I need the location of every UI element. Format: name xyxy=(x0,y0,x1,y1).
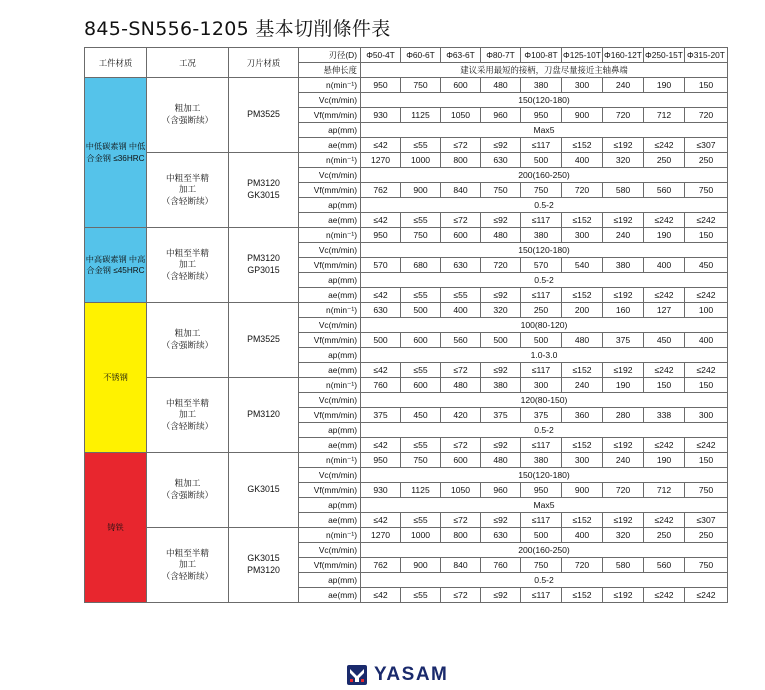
value-cell: ≤192 xyxy=(603,138,644,153)
value-cell: ≤92 xyxy=(481,213,521,228)
value-cell-span: 200(160-250) xyxy=(361,543,728,558)
material-cell: 中低碳素钢 中低合金钢 ≤36HRC xyxy=(85,78,147,228)
value-cell: ≤42 xyxy=(361,513,401,528)
header-diameter: Φ100-8T xyxy=(521,48,562,63)
value-cell: 720 xyxy=(562,183,603,198)
param-label: Vf(mm/min) xyxy=(299,333,361,348)
value-cell: 750 xyxy=(481,183,521,198)
header-diameter: Φ250-15T xyxy=(644,48,685,63)
value-cell: ≤55 xyxy=(401,213,441,228)
value-cell: 750 xyxy=(685,483,728,498)
value-cell: 760 xyxy=(481,558,521,573)
value-cell: 420 xyxy=(441,408,481,423)
param-label: Vc(m/min) xyxy=(299,543,361,558)
value-cell: 720 xyxy=(481,258,521,273)
brand-logo xyxy=(346,664,448,686)
value-cell: 630 xyxy=(441,258,481,273)
value-cell: 280 xyxy=(603,408,644,423)
value-cell: 1125 xyxy=(401,108,441,123)
value-cell: 800 xyxy=(441,153,481,168)
insert-grade-cell: PM3120 GK3015 xyxy=(229,153,299,228)
value-cell: 960 xyxy=(481,108,521,123)
param-label: Vc(m/min) xyxy=(299,93,361,108)
value-cell: 750 xyxy=(401,228,441,243)
value-cell: ≤92 xyxy=(481,438,521,453)
material-cell: 中高碳素钢 中高合金钢 ≤45HRC xyxy=(85,228,147,303)
value-cell: ≤42 xyxy=(361,288,401,303)
value-cell: 900 xyxy=(562,483,603,498)
value-cell: 750 xyxy=(521,183,562,198)
value-cell: 750 xyxy=(401,78,441,93)
value-cell-span: 150(120-180) xyxy=(361,468,728,483)
value-cell: ≤192 xyxy=(603,363,644,378)
condition-cell: 粗加工 （含强断续） xyxy=(147,303,229,378)
value-cell: 360 xyxy=(562,408,603,423)
value-cell: 375 xyxy=(361,408,401,423)
yasam-logo-icon xyxy=(346,664,368,686)
value-cell: 600 xyxy=(441,78,481,93)
value-cell: 1125 xyxy=(401,483,441,498)
value-cell: 930 xyxy=(361,108,401,123)
value-cell: ≤55 xyxy=(401,588,441,603)
value-cell-span: Max5 xyxy=(361,123,728,138)
value-cell: 1050 xyxy=(441,108,481,123)
value-cell: ≤242 xyxy=(685,213,728,228)
value-cell: 250 xyxy=(685,528,728,543)
table-body xyxy=(85,78,728,603)
value-cell: ≤192 xyxy=(603,438,644,453)
value-cell: 750 xyxy=(685,558,728,573)
value-cell: 400 xyxy=(644,258,685,273)
header-material: 工件材质 xyxy=(85,48,147,78)
value-cell: ≤72 xyxy=(441,363,481,378)
value-cell: 630 xyxy=(361,303,401,318)
value-cell: ≤42 xyxy=(361,213,401,228)
value-cell: 450 xyxy=(685,258,728,273)
value-cell: 150 xyxy=(685,228,728,243)
param-label: ae(mm) xyxy=(299,513,361,528)
value-cell: ≤242 xyxy=(644,363,685,378)
value-cell: 1000 xyxy=(401,153,441,168)
param-label: ap(mm) xyxy=(299,273,361,288)
param-label: ae(mm) xyxy=(299,438,361,453)
value-cell-span: 0.5-2 xyxy=(361,198,728,213)
value-cell: 900 xyxy=(401,558,441,573)
value-cell: 950 xyxy=(521,108,562,123)
param-label: n(min⁻¹) xyxy=(299,378,361,393)
value-cell: ≤42 xyxy=(361,138,401,153)
value-cell: ≤117 xyxy=(521,438,562,453)
value-cell: 600 xyxy=(401,378,441,393)
param-label: n(min⁻¹) xyxy=(299,78,361,93)
value-cell: 750 xyxy=(401,453,441,468)
value-cell: 190 xyxy=(644,453,685,468)
cutting-conditions-table xyxy=(84,47,728,603)
value-cell: ≤152 xyxy=(562,288,603,303)
condition-cell: 中粗至半精 加工 （含轻断续） xyxy=(147,153,229,228)
value-cell: 500 xyxy=(521,528,562,543)
value-cell: 480 xyxy=(481,453,521,468)
value-cell: 1000 xyxy=(401,528,441,543)
value-cell: 480 xyxy=(562,333,603,348)
value-cell: 930 xyxy=(361,483,401,498)
value-cell-span: 1.0-3.0 xyxy=(361,348,728,363)
value-cell: 320 xyxy=(481,303,521,318)
value-cell: 1050 xyxy=(441,483,481,498)
value-cell: ≤55 xyxy=(401,363,441,378)
value-cell: 480 xyxy=(481,78,521,93)
value-cell: 300 xyxy=(562,453,603,468)
param-label: Vc(m/min) xyxy=(299,168,361,183)
value-cell: ≤92 xyxy=(481,363,521,378)
logo-text: YASAM xyxy=(374,664,449,685)
value-cell: 240 xyxy=(603,453,644,468)
value-cell: 150 xyxy=(685,378,728,393)
header-diameter: Φ125-10T xyxy=(562,48,603,63)
param-label: ap(mm) xyxy=(299,123,361,138)
header-row-diameter xyxy=(85,48,728,63)
value-cell: 600 xyxy=(401,333,441,348)
value-cell: 450 xyxy=(644,333,685,348)
value-cell: ≤242 xyxy=(644,588,685,603)
param-label: Vf(mm/min) xyxy=(299,408,361,423)
value-cell: ≤55 xyxy=(401,138,441,153)
condition-cell: 粗加工 （含强断续） xyxy=(147,78,229,153)
param-label: Vc(m/min) xyxy=(299,393,361,408)
value-cell: 720 xyxy=(603,108,644,123)
value-cell: 400 xyxy=(441,303,481,318)
value-cell: ≤92 xyxy=(481,138,521,153)
value-cell: 480 xyxy=(441,378,481,393)
value-cell: 800 xyxy=(441,528,481,543)
insert-grade-cell: GK3015 PM3120 xyxy=(229,528,299,603)
value-cell: ≤192 xyxy=(603,288,644,303)
value-cell: 320 xyxy=(603,528,644,543)
header-diameter: Φ50-4T xyxy=(361,48,401,63)
value-cell: 240 xyxy=(562,378,603,393)
param-row-n xyxy=(85,78,728,93)
value-cell: 400 xyxy=(562,528,603,543)
value-cell: ≤72 xyxy=(441,138,481,153)
param-label: ap(mm) xyxy=(299,348,361,363)
value-cell: 320 xyxy=(603,153,644,168)
value-cell: 338 xyxy=(644,408,685,423)
param-label: Vf(mm/min) xyxy=(299,183,361,198)
value-cell: 127 xyxy=(644,303,685,318)
param-label: ae(mm) xyxy=(299,588,361,603)
value-cell: 500 xyxy=(481,333,521,348)
value-cell: 680 xyxy=(401,258,441,273)
value-cell: ≤92 xyxy=(481,513,521,528)
value-cell: 900 xyxy=(562,108,603,123)
value-cell: 375 xyxy=(521,408,562,423)
value-cell: 380 xyxy=(481,378,521,393)
value-cell: ≤72 xyxy=(441,438,481,453)
condition-cell: 粗加工 （含强断续） xyxy=(147,453,229,528)
header-diameter: Φ63-6T xyxy=(441,48,481,63)
value-cell: 630 xyxy=(481,528,521,543)
value-cell: 720 xyxy=(562,558,603,573)
param-label: ae(mm) xyxy=(299,138,361,153)
value-cell: 950 xyxy=(361,78,401,93)
value-cell: ≤307 xyxy=(685,513,728,528)
param-label: ap(mm) xyxy=(299,498,361,513)
value-cell: ≤192 xyxy=(603,513,644,528)
header-condition: 工况 xyxy=(147,48,229,78)
material-cell: 铸铁 xyxy=(85,453,147,603)
value-cell: 380 xyxy=(521,78,562,93)
value-cell: 960 xyxy=(481,483,521,498)
page-title: 845-SN556-1205 基本切削條件表 xyxy=(84,18,391,40)
value-cell: 762 xyxy=(361,183,401,198)
param-label: n(min⁻¹) xyxy=(299,153,361,168)
value-cell: ≤307 xyxy=(685,138,728,153)
value-cell: 600 xyxy=(441,228,481,243)
value-cell: 570 xyxy=(521,258,562,273)
value-cell: ≤117 xyxy=(521,213,562,228)
param-label: ap(mm) xyxy=(299,573,361,588)
condition-cell: 中粗至半精 加工 （含轻断续） xyxy=(147,528,229,603)
value-cell: 1270 xyxy=(361,153,401,168)
param-label: Vc(m/min) xyxy=(299,468,361,483)
value-cell: 380 xyxy=(521,228,562,243)
param-row-n xyxy=(85,303,728,318)
value-cell: 150 xyxy=(685,78,728,93)
value-cell: 150 xyxy=(644,378,685,393)
value-cell: 250 xyxy=(685,153,728,168)
value-cell: 580 xyxy=(603,558,644,573)
value-cell: ≤242 xyxy=(644,513,685,528)
value-cell: ≤55 xyxy=(401,288,441,303)
value-cell: 712 xyxy=(644,483,685,498)
header-diameter: Φ60-6T xyxy=(401,48,441,63)
param-label: Vc(m/min) xyxy=(299,243,361,258)
param-label: Vc(m/min) xyxy=(299,318,361,333)
value-cell: ≤152 xyxy=(562,588,603,603)
value-cell: 750 xyxy=(521,558,562,573)
value-cell: 190 xyxy=(644,78,685,93)
param-row-n xyxy=(85,453,728,468)
param-row-n xyxy=(85,153,728,168)
value-cell: 750 xyxy=(685,183,728,198)
value-cell: ≤55 xyxy=(441,288,481,303)
value-cell: ≤55 xyxy=(401,438,441,453)
param-label: n(min⁻¹) xyxy=(299,453,361,468)
value-cell: ≤72 xyxy=(441,213,481,228)
condition-cell: 中粗至半精 加工 （含轻断续） xyxy=(147,228,229,303)
value-cell: ≤152 xyxy=(562,438,603,453)
value-cell-span: 200(160-250) xyxy=(361,168,728,183)
condition-cell: 中粗至半精 加工 （含轻断续） xyxy=(147,378,229,453)
value-cell: ≤242 xyxy=(685,288,728,303)
value-cell: ≤55 xyxy=(401,513,441,528)
value-cell: ≤42 xyxy=(361,438,401,453)
value-cell: 580 xyxy=(603,183,644,198)
insert-grade-cell: PM3525 xyxy=(229,78,299,153)
value-cell: 950 xyxy=(361,453,401,468)
value-cell: 250 xyxy=(521,303,562,318)
value-cell: ≤152 xyxy=(562,213,603,228)
material-cell: 不锈钢 xyxy=(85,303,147,453)
value-cell: 720 xyxy=(685,108,728,123)
value-cell: ≤242 xyxy=(685,588,728,603)
value-cell: 950 xyxy=(361,228,401,243)
header-diameter-label: 刃径(D) xyxy=(299,48,361,63)
param-label: Vf(mm/min) xyxy=(299,483,361,498)
value-cell: 600 xyxy=(441,453,481,468)
value-cell: 250 xyxy=(644,153,685,168)
value-cell: ≤152 xyxy=(562,363,603,378)
value-cell: 480 xyxy=(481,228,521,243)
value-cell: 450 xyxy=(401,408,441,423)
value-cell: 150 xyxy=(685,453,728,468)
value-cell: 762 xyxy=(361,558,401,573)
value-cell: 560 xyxy=(644,558,685,573)
value-cell: 720 xyxy=(603,483,644,498)
param-label: n(min⁻¹) xyxy=(299,528,361,543)
value-cell: ≤42 xyxy=(361,363,401,378)
value-cell-span: 0.5-2 xyxy=(361,423,728,438)
value-cell-span: 150(120-180) xyxy=(361,93,728,108)
value-cell: ≤242 xyxy=(685,438,728,453)
value-cell: 100 xyxy=(685,303,728,318)
insert-grade-cell: PM3120 xyxy=(229,378,299,453)
value-cell: 300 xyxy=(562,228,603,243)
value-cell: 240 xyxy=(603,228,644,243)
header-overhang-note: 建议采用最短的接柄，刀盘尽量接近主轴鼻端 xyxy=(361,63,728,78)
value-cell-span: 0.5-2 xyxy=(361,573,728,588)
value-cell: ≤117 xyxy=(521,513,562,528)
param-row-n xyxy=(85,378,728,393)
value-cell: ≤242 xyxy=(644,138,685,153)
value-cell: 500 xyxy=(521,333,562,348)
value-cell: ≤92 xyxy=(481,588,521,603)
value-cell: 712 xyxy=(644,108,685,123)
value-cell: 570 xyxy=(361,258,401,273)
value-cell: 250 xyxy=(644,528,685,543)
param-label: ae(mm) xyxy=(299,363,361,378)
insert-grade-cell: PM3525 xyxy=(229,303,299,378)
value-cell: ≤117 xyxy=(521,288,562,303)
value-cell: 1270 xyxy=(361,528,401,543)
value-cell: 375 xyxy=(481,408,521,423)
value-cell-span: 150(120-180) xyxy=(361,243,728,258)
value-cell: 190 xyxy=(644,228,685,243)
value-cell: 950 xyxy=(521,483,562,498)
value-cell: 200 xyxy=(562,303,603,318)
value-cell: ≤117 xyxy=(521,138,562,153)
value-cell: 500 xyxy=(401,303,441,318)
param-label: ap(mm) xyxy=(299,198,361,213)
value-cell: 840 xyxy=(441,558,481,573)
value-cell: 500 xyxy=(521,153,562,168)
value-cell: ≤72 xyxy=(441,513,481,528)
value-cell: 380 xyxy=(521,453,562,468)
value-cell: ≤152 xyxy=(562,138,603,153)
value-cell: 630 xyxy=(481,153,521,168)
param-label: ae(mm) xyxy=(299,288,361,303)
value-cell: 300 xyxy=(685,408,728,423)
value-cell: ≤242 xyxy=(685,363,728,378)
value-cell: 560 xyxy=(441,333,481,348)
header-diameter: Φ160-12T xyxy=(603,48,644,63)
value-cell: ≤72 xyxy=(441,588,481,603)
value-cell-span: 0.5-2 xyxy=(361,273,728,288)
header-diameter: Φ315-20T xyxy=(685,48,728,63)
header-overhang-label: 悬伸长度 xyxy=(299,63,361,78)
param-label: ap(mm) xyxy=(299,423,361,438)
value-cell: 760 xyxy=(361,378,401,393)
param-label: n(min⁻¹) xyxy=(299,303,361,318)
value-cell: 300 xyxy=(521,378,562,393)
value-cell: ≤242 xyxy=(644,213,685,228)
value-cell: ≤242 xyxy=(644,288,685,303)
value-cell: 375 xyxy=(603,333,644,348)
value-cell: 560 xyxy=(644,183,685,198)
header-insert-grade: 刀片材质 xyxy=(229,48,299,78)
insert-grade-cell: GK3015 xyxy=(229,453,299,528)
value-cell: 400 xyxy=(685,333,728,348)
value-cell: 240 xyxy=(603,78,644,93)
value-cell: 380 xyxy=(603,258,644,273)
value-cell: 300 xyxy=(562,78,603,93)
value-cell: ≤117 xyxy=(521,588,562,603)
param-label: ae(mm) xyxy=(299,213,361,228)
value-cell: ≤92 xyxy=(481,288,521,303)
param-row-n xyxy=(85,528,728,543)
value-cell: ≤117 xyxy=(521,363,562,378)
value-cell: 840 xyxy=(441,183,481,198)
value-cell-span: 100(80-120) xyxy=(361,318,728,333)
param-label: n(min⁻¹) xyxy=(299,228,361,243)
param-label: Vf(mm/min) xyxy=(299,108,361,123)
value-cell-span: 120(80-150) xyxy=(361,393,728,408)
value-cell: 900 xyxy=(401,183,441,198)
value-cell: ≤152 xyxy=(562,513,603,528)
param-row-n xyxy=(85,228,728,243)
value-cell: ≤192 xyxy=(603,213,644,228)
value-cell: 400 xyxy=(562,153,603,168)
value-cell: 160 xyxy=(603,303,644,318)
param-label: Vf(mm/min) xyxy=(299,258,361,273)
value-cell: ≤192 xyxy=(603,588,644,603)
value-cell: ≤242 xyxy=(644,438,685,453)
param-label: Vf(mm/min) xyxy=(299,558,361,573)
header-diameter: Φ80-7T xyxy=(481,48,521,63)
value-cell-span: Max5 xyxy=(361,498,728,513)
value-cell: 190 xyxy=(603,378,644,393)
value-cell: ≤42 xyxy=(361,588,401,603)
value-cell: 540 xyxy=(562,258,603,273)
value-cell: 500 xyxy=(361,333,401,348)
insert-grade-cell: PM3120 GP3015 xyxy=(229,228,299,303)
